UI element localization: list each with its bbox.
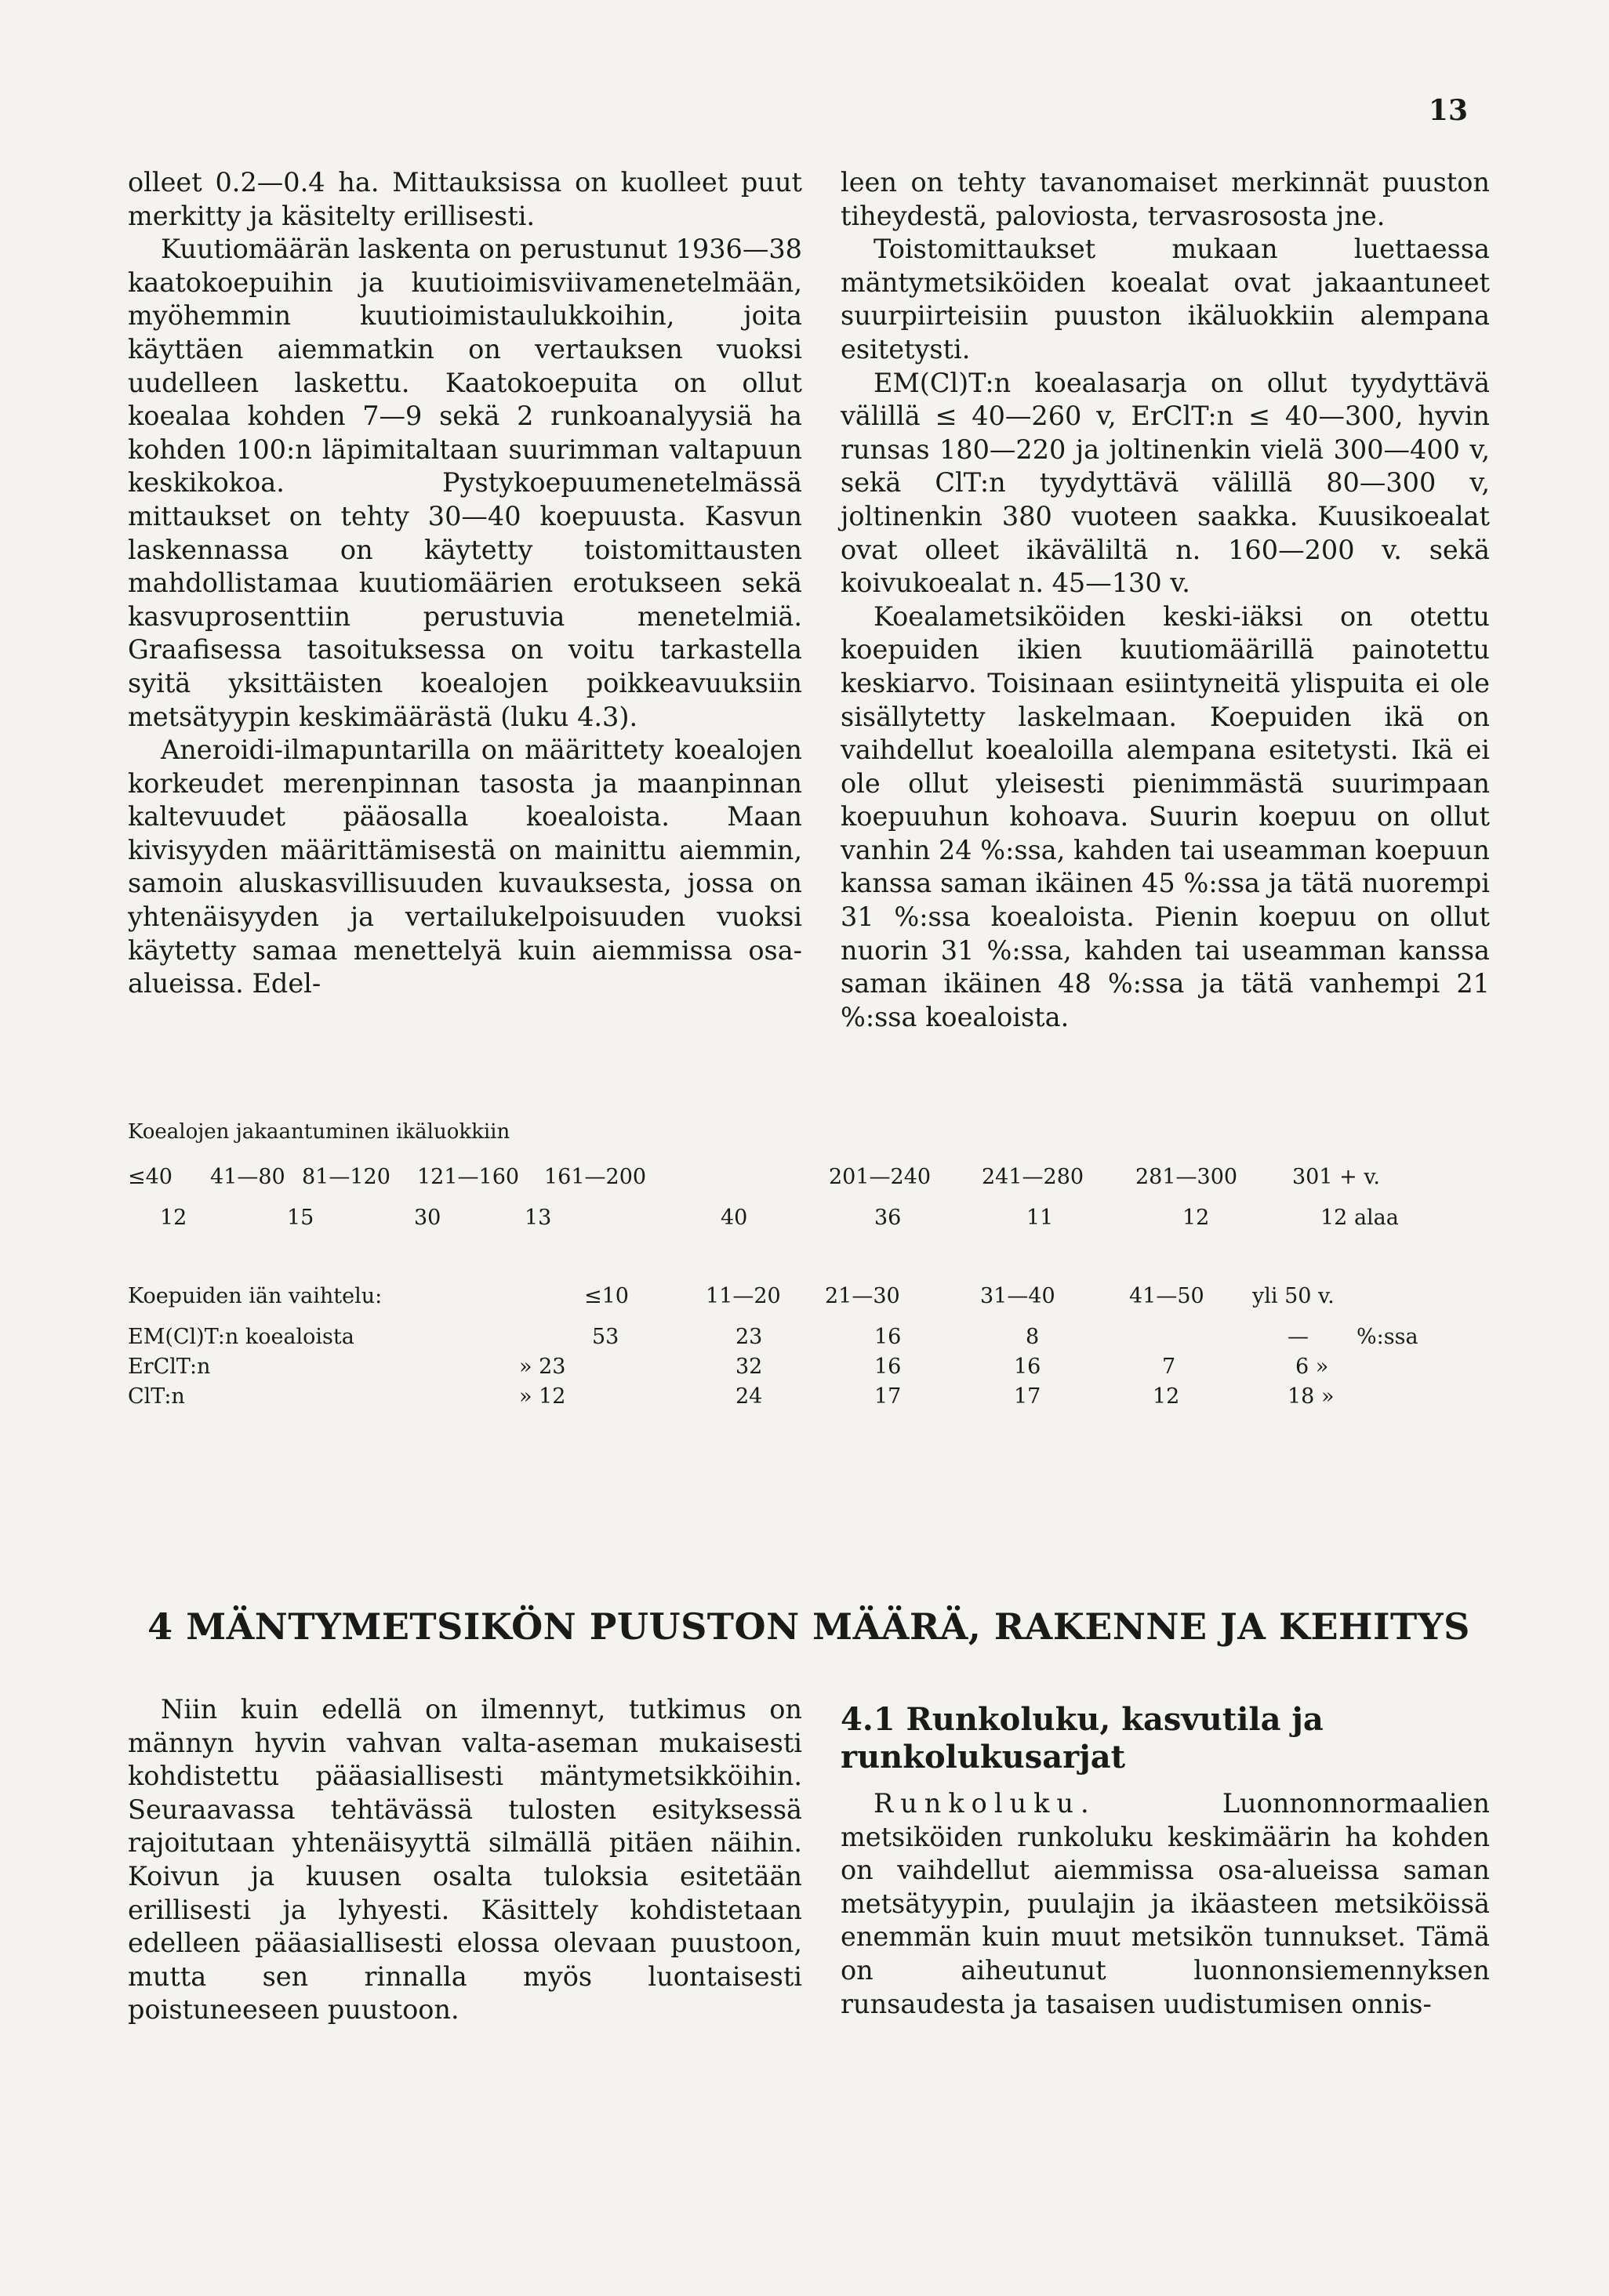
paragraph: Toistomittaukset mukaan luettaessa mäntymetsiköiden koealat ovat jakaantuneet suurpiirteisiin puuston ikäluokkiin alempana esitetysti. — [841, 234, 1490, 365]
row-label: ClT:n — [128, 1384, 185, 1409]
table-header-cell: 161—200 — [544, 1165, 647, 1189]
table-cell: %:ssa — [1357, 1325, 1418, 1349]
paragraph: Niin kuin edellä on ilmennyt, tutkimus on männyn hyvin vahvan valta-aseman mukaisesti kohdistettu pääasiallisesti mäntymetsikköihin. Seuraavassa tehtävässä tulosten esityksessä rajoitutaan yhtenäisyyttä silmällä pitäen näihin. Koivun ja kuusen osalta tuloksia esitetään erillisesti ja lyhyesti. Käsittely kohdistetaan edelleen pääasiallisesti elossa olevaan puustoon, mutta sen rinnalla myös luontaisesti poistuneeseen puustoon. — [128, 1694, 802, 2026]
right-column — [841, 166, 1490, 1034]
paragraph: Aneroidi-ilmapuntarilla on määrittety koealojen korkeudet merenpinnan tasosta ja maanpinnan kaltevuudet pääosalla koealoista. Maan kivisyyden määrittämisestä on mainittu aiemmin, samoin aluskasvillisuuden kuvauksesta, jossa on yhtenäisyyden ja vertailukelpoisuuden vuoksi käytetty samaa menettelyä kuin aiemmissa osa-alueissa. Edel- — [128, 735, 802, 999]
table-cell: 32 — [735, 1355, 763, 1379]
paragraph: Koealametsiköiden keski-iäksi on otettu koepuiden ikien kuutiomäärillä painotettu keskiarvo. Toisinaan esiintyneitä ylispuita ei ole sisällytetty laskelmaan. Koepuiden ikä on vaihdellut koealoilla alempana esitetysti. Ikä ei ole ollut yleisesti pienimmästä suurimpaan koepuuhun kohoava. Suurin koepuu on ollut vanhin 24 %:ssa, kahden tai useamman koepuun kanssa saman ikäinen 45 %:ssa ja tätä nuorempi 31 %:ssa koealoista. Pienin koepuu on ollut nuorin 31 %:ssa, kahden tai useamman kanssa saman ikäinen 48 %:ssa ja tätä vanhempi 21 %:ssa koealoista. — [841, 600, 1490, 1032]
page-number: 13 — [1428, 94, 1468, 127]
table-header-cell: 31—40 — [980, 1284, 1055, 1308]
spaced-lead-word: Runkoluku. — [874, 1788, 1096, 1819]
table-header-cell: ≤40 — [128, 1165, 173, 1189]
paragraph — [841, 1787, 1490, 2021]
table-cell: 8 — [1026, 1325, 1040, 1349]
paragraph: Kuutiomäärän laskenta on perustunut 1936—38 kaatokoepuihin ja kuutioimisviivamenetelmään, myöhemmin kuutioimistaulukkoihin, joita käyttäen aiemmatkin on vertauksen vuoksi uudelleen laskettu. Kaatokoepuita on ollut koealaa kohden 7—9 sekä 2 runkoanalyysiä ha kohden 100:n läpimitaltaan suurimman valtapuun keskikokoa. Pystykoepuumenetelmässä mittaukset on tehty 30—40 koepuusta. Kasvun laskennassa on käytetty toistomittausten mahdollistamaa kuutiomäärien erotukseen sekä kasvuprosenttiin perustuvia menetelmiä. Graafisessa tasoituksessa on voitu tarkastella syitä yksittäisten koealojen poikkeavuuksiin metsätyypin keskimäärästä (luku 4.3). — [128, 234, 802, 732]
table-cell: 53 — [592, 1325, 619, 1349]
table-cell: 11 — [1026, 1206, 1054, 1230]
table-header-cell: 281—300 — [1135, 1165, 1238, 1189]
table-cell: 24 — [735, 1384, 763, 1409]
table-header-cell: 41—80 — [210, 1165, 285, 1189]
table-header-cell: yli 50 v. — [1252, 1284, 1335, 1308]
table-header-cell: ≤10 — [584, 1284, 629, 1308]
table-cell: 6 » — [1295, 1355, 1329, 1379]
table-cell: 12 — [1153, 1384, 1180, 1409]
table-cell: » 12 — [519, 1384, 566, 1409]
table-cell: — — [1288, 1325, 1309, 1349]
variation-table-title: Koepuiden iän vaihtelu: — [128, 1284, 383, 1308]
table-cell: 30 — [414, 1206, 441, 1230]
table-header-cell: 121—160 — [417, 1165, 520, 1189]
table-cell: 12 — [1182, 1206, 1210, 1230]
table-cell: 12 alaa — [1320, 1206, 1399, 1230]
lower-right-column — [841, 1701, 1490, 2021]
table-cell: 17 — [1014, 1384, 1041, 1409]
table-cell: 15 — [287, 1206, 314, 1230]
table-cell: 23 — [735, 1325, 763, 1349]
paragraph: olleet 0.2—0.4 ha. Mittauksissa on kuolleet puut merkitty ja käsitelty erillisesti. — [128, 167, 802, 231]
table-cell: » 23 — [519, 1355, 566, 1379]
subsection-title: 4.1 Runkoluku, kasvutila ja runkolukusarjat — [841, 1701, 1324, 1776]
chapter-title: 4 MÄNTYMETSIKÖN PUUSTON MÄÄRÄ, RAKENNE JA KEHITYS — [147, 1605, 1470, 1648]
table-header-cell: 301 + v. — [1292, 1165, 1380, 1189]
table-cell: 16 — [874, 1325, 902, 1349]
left-column — [128, 166, 802, 1001]
table-cell: 18 » — [1288, 1384, 1335, 1409]
table-header-cell: 81—120 — [302, 1165, 390, 1189]
table-cell: 36 — [874, 1206, 902, 1230]
table-header-cell: 21—30 — [825, 1284, 900, 1308]
table-header-cell: 41—50 — [1129, 1284, 1204, 1308]
table-cell: 16 — [874, 1355, 902, 1379]
row-label: EM(Cl)T:n koealoista — [128, 1325, 354, 1349]
row-label: ErClT:n — [128, 1355, 211, 1379]
table-cell: 40 — [721, 1206, 748, 1230]
age-table-title: Koealojen jakaantuminen ikäluokkiin — [128, 1120, 510, 1144]
paragraph: EM(Cl)T:n koealasarja on ollut tyydyttävä välillä ≤ 40—260 v, ErClT:n ≤ 40—300, hyvin runsas 180—220 ja joltinenkin vielä 300—400 v, sekä ClT:n tyydyttävä välillä 80—300 v, joltinenkin 380 vuoteen saakka. Kuusikoealat ovat olleet ikäväliltä n. 160—200 v. sekä koivukoealat n. 45—130 v. — [841, 367, 1490, 599]
table-header-cell: 241—280 — [982, 1165, 1084, 1189]
table-cell: 12 — [160, 1206, 187, 1230]
table-header-cell: 11—20 — [706, 1284, 781, 1308]
paragraph: leen on tehty tavanomaiset merkinnät puuston tiheydestä, paloviosta, tervasrososta jne. — [841, 167, 1490, 231]
table-cell: 13 — [525, 1206, 552, 1230]
table-cell: 17 — [874, 1384, 902, 1409]
paragraph-text: Luonnonnormaalien metsiköiden runkoluku keskimäärin ha kohden on vaihdellut aiemmissa osa-alueissa saman metsätyypin, puulajin ja ikäasteen metsiköissä enemmän kuin muut metsikön tunnukset. Tämä on aiheutunut luonnonsiemennyksen runsaudesta ja tasaisen uudistumisen onnis- — [841, 1788, 1490, 2019]
lower-left-column — [128, 1693, 802, 2027]
table-cell: 7 — [1162, 1355, 1176, 1379]
table-header-cell: 201—240 — [829, 1165, 932, 1189]
table-cell: 16 — [1014, 1355, 1041, 1379]
